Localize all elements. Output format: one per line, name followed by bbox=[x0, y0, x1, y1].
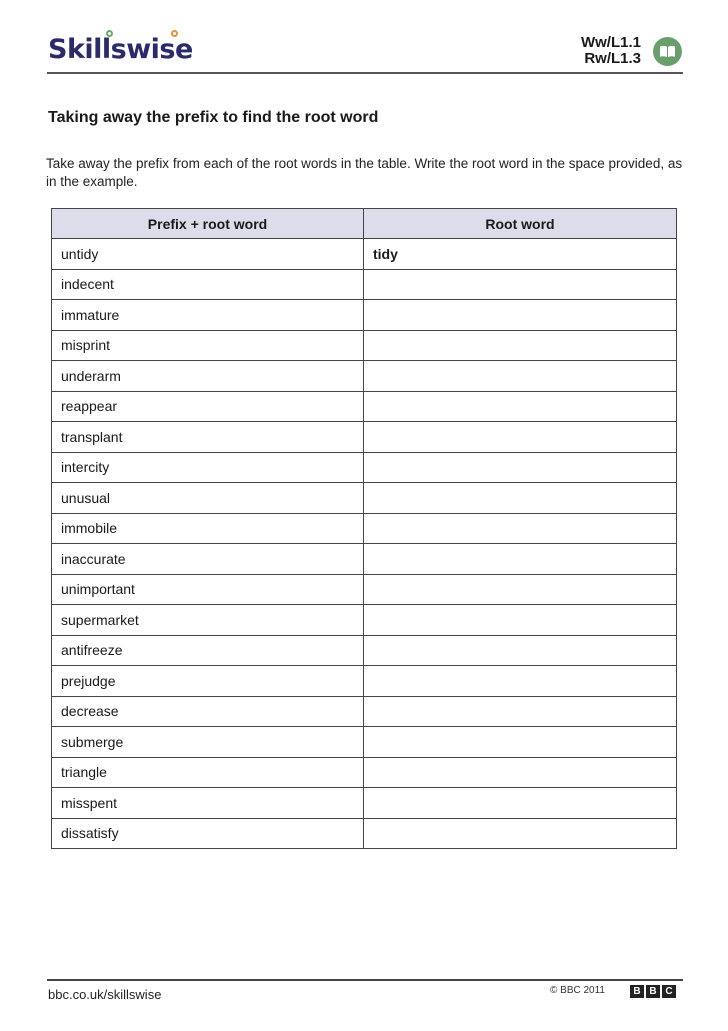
bbc-logo-letter: B bbox=[646, 985, 660, 998]
table-row bbox=[52, 635, 677, 666]
logo-green-dot-icon bbox=[106, 30, 113, 37]
prefix-word-cell: untidy bbox=[52, 239, 364, 270]
prefix-word-cell: misspent bbox=[52, 788, 364, 819]
answer-input-cell[interactable] bbox=[364, 513, 677, 544]
answer-input-cell[interactable] bbox=[364, 452, 677, 483]
footer-divider bbox=[47, 979, 683, 981]
prefix-word-cell: dissatisfy bbox=[52, 818, 364, 849]
prefix-word-cell: antifreeze bbox=[52, 635, 364, 666]
level-code: Ww/L1.1 bbox=[580, 34, 641, 51]
answer-input-cell[interactable] bbox=[364, 300, 677, 331]
prefix-word-cell: unusual bbox=[52, 483, 364, 514]
prefix-word-cell: misprint bbox=[52, 330, 364, 361]
logo-orange-dot-icon bbox=[171, 30, 178, 37]
table-row bbox=[52, 300, 677, 331]
answer-input-cell[interactable] bbox=[364, 666, 677, 697]
bbc-logo-letter: B bbox=[630, 985, 644, 998]
table-header-row bbox=[52, 209, 677, 239]
answer-input-cell[interactable] bbox=[364, 361, 677, 392]
prefix-word-cell: inaccurate bbox=[52, 544, 364, 575]
table-row bbox=[52, 239, 677, 270]
table-row bbox=[52, 605, 677, 636]
answer-input-cell[interactable] bbox=[364, 635, 677, 666]
table-row bbox=[52, 330, 677, 361]
answer-input-cell[interactable] bbox=[364, 727, 677, 758]
answer-input-cell[interactable] bbox=[364, 605, 677, 636]
prefix-word-cell: underarm bbox=[52, 361, 364, 392]
prefix-word-cell: prejudge bbox=[52, 666, 364, 697]
table-row bbox=[52, 666, 677, 697]
table-row bbox=[52, 574, 677, 605]
answer-input-cell[interactable] bbox=[364, 422, 677, 453]
worksheet-title: Taking away the prefix to find the root word bbox=[48, 109, 379, 126]
table-row bbox=[52, 422, 677, 453]
table-row bbox=[52, 269, 677, 300]
column-header-prefix-root: Prefix + root word bbox=[52, 209, 364, 239]
table-row bbox=[52, 757, 677, 788]
header-divider bbox=[47, 72, 683, 74]
bbc-logo-letter: C bbox=[662, 985, 676, 998]
worksheet-instructions: Take away the prefix from each of the root words in the table. Write the root word in the space provided, as in the example. bbox=[46, 156, 683, 189]
skillswise-logo bbox=[48, 36, 193, 63]
answer-input-cell[interactable] bbox=[364, 391, 677, 422]
column-header-root: Root word bbox=[364, 209, 677, 239]
table-row bbox=[52, 483, 677, 514]
answer-input-cell[interactable] bbox=[364, 269, 677, 300]
table-row bbox=[52, 696, 677, 727]
answer-input-cell[interactable] bbox=[364, 757, 677, 788]
table-row bbox=[52, 513, 677, 544]
level-code: Rw/L1.3 bbox=[584, 50, 641, 67]
copyright-text: © BBC 2011 bbox=[550, 985, 605, 996]
table-row bbox=[52, 818, 677, 849]
logo-text: Skillswise bbox=[48, 34, 193, 65]
prefix-word-cell: intercity bbox=[52, 452, 364, 483]
curriculum-levels bbox=[581, 35, 641, 67]
answer-input-cell[interactable] bbox=[364, 574, 677, 605]
example-answer-cell: tidy bbox=[364, 239, 677, 270]
prefix-word-cell: submerge bbox=[52, 727, 364, 758]
answer-input-cell[interactable] bbox=[364, 818, 677, 849]
prefix-word-cell: indecent bbox=[52, 269, 364, 300]
prefix-word-cell: transplant bbox=[52, 422, 364, 453]
prefix-word-cell: decrease bbox=[52, 696, 364, 727]
table-row bbox=[52, 788, 677, 819]
footer-url[interactable]: bbc.co.uk/skillswise bbox=[48, 987, 162, 1002]
answer-input-cell[interactable] bbox=[364, 544, 677, 575]
answer-input-cell[interactable] bbox=[364, 696, 677, 727]
prefix-word-cell: supermarket bbox=[52, 605, 364, 636]
prefix-word-cell: immature bbox=[52, 300, 364, 331]
table-row bbox=[52, 361, 677, 392]
table-row bbox=[52, 544, 677, 575]
bbc-logo bbox=[630, 985, 676, 998]
answer-input-cell[interactable] bbox=[364, 483, 677, 514]
prefix-word-cell: triangle bbox=[52, 757, 364, 788]
open-book-icon bbox=[653, 37, 682, 66]
table-row bbox=[52, 727, 677, 758]
table-row bbox=[52, 391, 677, 422]
answer-input-cell[interactable] bbox=[364, 330, 677, 361]
prefix-root-table bbox=[51, 208, 677, 849]
answer-input-cell[interactable] bbox=[364, 788, 677, 819]
prefix-word-cell: reappear bbox=[52, 391, 364, 422]
table-row bbox=[52, 452, 677, 483]
prefix-word-cell: unimportant bbox=[52, 574, 364, 605]
prefix-word-cell: immobile bbox=[52, 513, 364, 544]
